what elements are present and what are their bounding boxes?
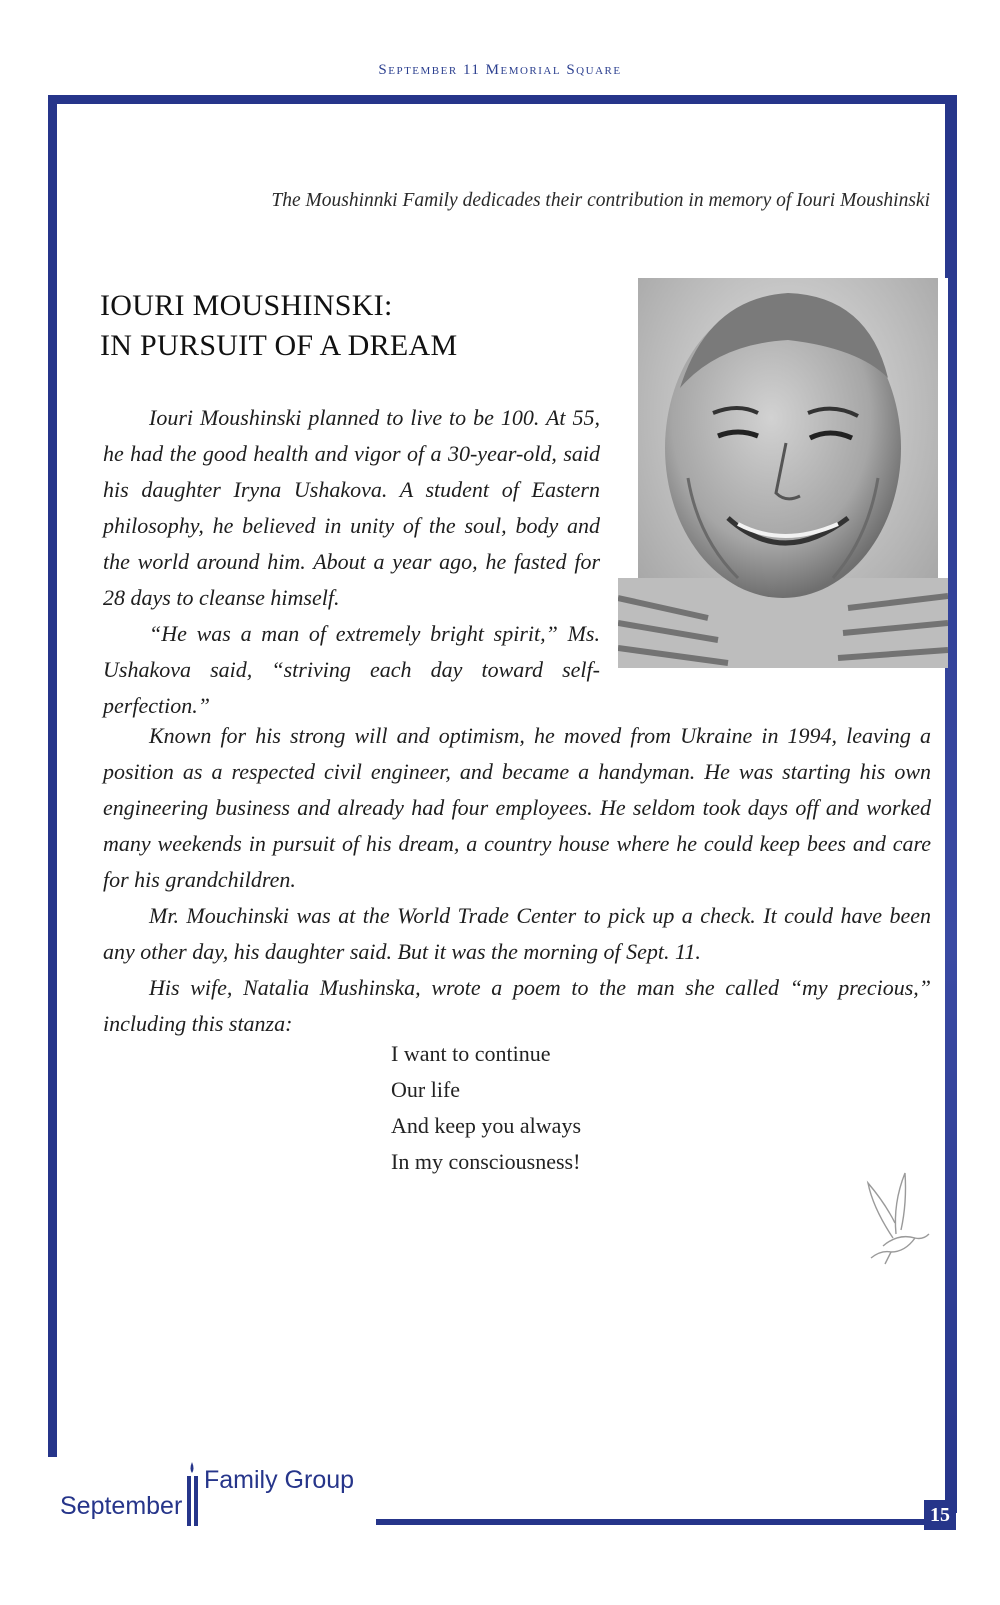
paragraph: Known for his strong will and optimism, he moved from Ukraine in 1994, leaving a position as a respected civil engineer, and became a handyman. He was starting his own engineering business and already had four employees. He seldom took days off and worked many weekends in pursuit of his dream, a country house where he could keep bees and care for his grandchildren.	[103, 723, 931, 892]
poem-line: I want to continue	[391, 1041, 551, 1066]
twin-towers-icon	[185, 1460, 201, 1526]
paragraph: His wife, Natalia Mushinska, wrote a poem to the man she called “my precious,” including this stanza:	[103, 975, 931, 1036]
poem-line: And keep you always	[391, 1113, 582, 1138]
article-title	[100, 286, 580, 366]
poem-line: Our life	[391, 1077, 461, 1102]
article-body-wide	[103, 718, 931, 1042]
frame-left-rule	[48, 95, 57, 1457]
logo-text-right: Family Group	[204, 1466, 355, 1494]
portrait-photo	[618, 278, 948, 668]
article-body-narrow	[103, 400, 600, 724]
title-line-2: IN PURSUIT OF A DREAM	[100, 329, 458, 362]
dedication-line: The Moushinnki Family dedicades their contribution in memory of Iouri Moushinski	[271, 190, 930, 211]
poem-stanza	[391, 1036, 581, 1180]
logo-text-left: September	[60, 1492, 183, 1520]
dove-icon	[863, 1168, 933, 1268]
paragraph: “He was a man of extremely bright spirit,” Ms. Ushakova said, “striving each day toward self-perfection.”	[103, 621, 600, 718]
paragraph: Mr. Mouchinski was at the World Trade Center to pick up a check. It could have been any other day, his daughter said. But it was the morning of Sept. 11.	[103, 903, 931, 964]
frame-top-rule	[48, 95, 954, 104]
running-head: September 11 Memorial Square	[378, 62, 622, 78]
poem-line: In my consciousness!	[391, 1149, 581, 1174]
frame-bottom-rule	[376, 1519, 952, 1525]
paragraph: Iouri Moushinski planned to live to be 100. At 55, he had the good health and vigor of a 30-year-old, said his daughter Iryna Ushakova. A student of Eastern philosophy, he believed in unity of the soul, body and the world around him. About a year ago, he fasted for 28 days to cleanse himself.	[103, 405, 600, 610]
title-line-1: IOURI MOUSHINSKI:	[100, 289, 393, 322]
september-eleven-family-group-logo	[60, 1460, 370, 1530]
page-number: 15	[924, 1500, 956, 1530]
